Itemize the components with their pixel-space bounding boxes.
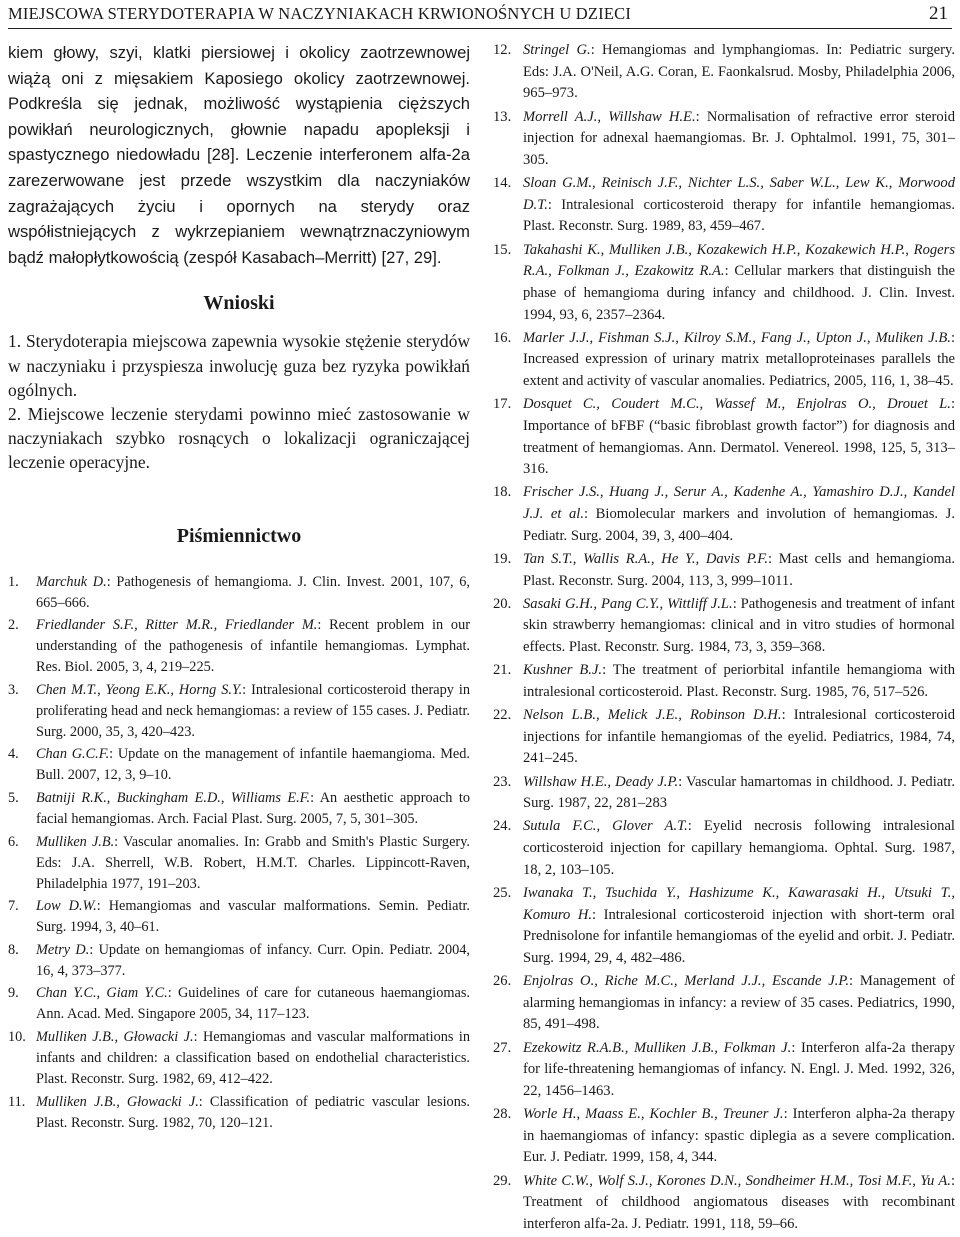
body-paragraph: kiem głowy, szyi, klatki piersiowej i okolicy zaotrzewnowej wiążą oni z mięsakiem Kaposiego okolicy zaotrzewnowej. Podkreśla się jednak, możliwość wystąpienia cięższych powikłań neurologicznych, głownie napadu apopleksji i spastycznego niedowładu [28]. Leczenie interferonem alfa-2a zarezerwowane jest przede wszystkim dla naczyniaków zagrażających życiu i opornych na sterydy oraz współistniejących z wykrzepianiem wewnątrznaczyniowym bądź małopłytkowością (zespół Kasabach–Merritt) [27, 29]. (8, 43, 470, 267)
reference-number: 12. (493, 42, 512, 58)
reference-authors: White C.W., Wolf S.J., Korones D.N., Sondheimer H.M., Tosi M.F., Yu A. (523, 1172, 951, 1189)
reference-citation: : Classification of pediatric vascular lesions. Plast. Reconstr. Surg. 1982, 70, 120–121. (36, 1093, 470, 1131)
reference-number: 17. (493, 396, 512, 413)
reference-text (523, 482, 955, 547)
reference-item (493, 549, 955, 592)
reference-text (36, 1027, 470, 1090)
reference-authors: Chan G.C.F. (36, 746, 110, 763)
reference-item (493, 328, 955, 393)
reference-authors: Sutula F.C., Glover A.T. (523, 818, 688, 835)
reference-number: 11. (8, 1093, 26, 1110)
running-title: MIEJSCOWA STERYDOTERAPIA W NACZYNIAKACH KRWIONOŚNYCH U DZIECI (8, 4, 632, 23)
reference-citation: : Hemangiomas and vascular malformations in infants and children: a classification based on endothelial characteristics. Plast. Reconstr. Surg. 1982, 69, 412–422. (36, 1028, 470, 1087)
reference-text (36, 983, 470, 1025)
reference-authors: Mulliken J.B., Głowacki J. (36, 1093, 199, 1110)
reference-authors: Mulliken J.B., Głowacki J. (36, 1028, 194, 1045)
reference-number: 23. (493, 773, 512, 790)
reference-item (8, 1027, 470, 1090)
reference-item (8, 896, 470, 938)
reference-item (493, 240, 955, 327)
reference-authors: Worle H., Maass E., Kochler B., Treuner J. (523, 1106, 784, 1122)
reference-citation: : Intralesional corticosteroid therapy for infantile hemangiomas. Plast. Reconstr. Surg. 1989, 83, 459–467. (523, 196, 955, 235)
reference-item (8, 744, 470, 786)
reference-text (523, 107, 955, 172)
reference-number: 18. (493, 484, 512, 501)
reference-citation: : Recent problem in our understanding of the pathogenesis of infantile hemangiomas. Lymphat. Res. Biol. 2005, 3, 4, 219–225. (36, 617, 470, 676)
reference-authors: Chan Y.C., Giam Y.C. (36, 985, 168, 1002)
reference-text (36, 615, 470, 678)
reference-citation: : Update on the management of infantile haemangioma. Med. Bull. 2007, 12, 3, 9–10. (36, 746, 471, 784)
reference-citation: : Hemangiomas and lymphangiomas. In: Pediatric surgery. Eds: J.A. O'Neil, A.G. Coran, E. Faonkalsrud. Mosby, Philadelphia 2006, 965–973. (523, 42, 955, 102)
reference-item (493, 1104, 955, 1169)
reference-item (8, 832, 470, 895)
reference-number: 14. (493, 175, 512, 191)
reference-citation: : Interferon alpha-2a therapy in haemangiomas of infancy: spastic diplegia as a severe complication. Eur. J. Pediatr. 1999, 158, 4, 344. (523, 1106, 955, 1166)
reference-item (8, 680, 470, 743)
reference-item (493, 173, 955, 238)
reference-citation: : Update on hemangiomas of infancy. Curr. Opin. Pediatr. 2004, 16, 4, 373–377. (36, 941, 470, 979)
reference-item (493, 883, 955, 970)
reference-text (36, 572, 470, 614)
reference-citation: : Intralesional corticosteroid injections for infantile hemangiomas of the eyelid. Pediatrics, 1984, 74, 241–245. (523, 707, 955, 767)
reference-authors: Marler J.J., Fishman S.J., Kilroy S.M., Fang J., Upton J., Muliken J.B. (523, 329, 951, 346)
reference-text (523, 1171, 955, 1236)
reference-authors: Mulliken J.B. (36, 833, 115, 850)
left-column (8, 40, 470, 1135)
reference-citation: : Cellular markers that distinguish the phase of hemangioma during infancy and childhood. J. Clin. Invest. 1994, 93, 6, 2357–2364. (523, 263, 955, 323)
reference-text (36, 896, 470, 938)
reference-authors: Low D.W. (36, 898, 97, 915)
reference-number: 8. (8, 941, 19, 958)
reference-number: 1. (8, 573, 19, 590)
reference-authors: Enjolras O., Riche M.C., Merland J.J., Escande J.P. (523, 973, 850, 989)
reference-number: 20. (493, 595, 512, 612)
reference-citation: : An aesthetic approach to facial hemangiomas. Arch. Facial Plast. Surg. 2005, 7, 5, 301–305. (36, 789, 470, 827)
reference-text (36, 744, 470, 786)
reference-authors: Stringel G. (523, 42, 591, 58)
right-column (493, 40, 955, 1237)
conclusions-title: Wnioski (203, 292, 275, 315)
reference-authors: Morrell A.J., Willshaw H.E. (523, 108, 696, 125)
reference-number: 28. (493, 1106, 512, 1122)
reference-citation: : Importance of bFBF (“basic fibroblast growth factor”) for diagnosis and treatment of hemangiomas. Ann. Dermatol. Venereol. 1998, 125, 5, 313–316. (523, 396, 955, 478)
reference-citation: : Hemangiomas and vascular malformations. Semin. Pediatr. Surg. 1994, 3, 40–61. (36, 898, 471, 936)
reference-authors: Willshaw H.E., Deady J.P. (523, 773, 679, 790)
reference-citation: : Increased expression of urinary matrix metalloproteinases parallels the extent and activity of vascular anomalies. Pediatrics, 2005, 116, 1, 38–45. (523, 329, 955, 390)
reference-text (36, 788, 470, 830)
reference-authors: Metry D. (36, 941, 90, 958)
reference-number: 21. (493, 662, 512, 679)
reference-text (523, 549, 955, 592)
reference-item (493, 107, 955, 172)
reference-number: 27. (493, 1039, 512, 1056)
reference-text (523, 40, 955, 105)
reference-citation: : The treatment of periorbital infantile hemangioma with intralesional corticosteroid. Plast. Reconstr. Surg. 1985, 76, 517–526. (523, 662, 955, 700)
reference-text (523, 883, 955, 970)
reference-number: 4. (8, 746, 19, 763)
reference-item (493, 705, 955, 770)
reference-text (36, 940, 470, 982)
reference-citation: : Interferon alfa-2a therapy for life-threatening hemangiomas of infancy. N. Engl. J. Med. 1992, 326, 22, 1456–1463. (523, 1039, 956, 1099)
reference-text (523, 772, 955, 815)
reference-citation: : Intralesional corticosteroid injection with short-term oral Prednisolone for infantile hemangiomas of the eyelid and orbit. J. Pediatr. Surg. 1994, 29, 4, 482–486. (523, 906, 955, 966)
reference-item (493, 971, 955, 1036)
reference-authors: Kushner B.J. (523, 662, 603, 679)
reference-item (493, 816, 955, 881)
reference-item (8, 615, 470, 678)
reference-number: 15. (493, 241, 512, 258)
reference-citation: : Mast cells and hemangioma. Plast. Reconstr. Surg. 2004, 113, 3, 999–1011. (523, 550, 955, 589)
reference-number: 25. (493, 884, 512, 901)
reference-item (8, 1092, 470, 1134)
references-title: Piśmiennictwo (176, 524, 302, 547)
reference-citation: : Eyelid necrosis following intralesional corticosteroid injection for capillary hemangioma. Ophtal. Surg. 1987, 18, 2, 103–105. (523, 818, 955, 878)
reference-text (523, 328, 955, 393)
reference-item (8, 788, 470, 830)
running-header (8, 0, 952, 29)
reference-text (523, 173, 955, 238)
reference-number: 24. (493, 818, 512, 835)
reference-text (36, 832, 470, 895)
reference-item (493, 482, 955, 547)
reference-text (523, 394, 955, 481)
reference-authors: Dosquet C., Coudert M.C., Wassef M., Enjolras O., Drouet L. (523, 396, 951, 413)
reference-text (523, 705, 955, 770)
reference-number: 2. (8, 617, 19, 634)
reference-text (523, 1038, 955, 1103)
reference-item (493, 772, 955, 815)
reference-citation: : Pathogenesis and treatment of infant skin strawberry hemangiomas: clinical and in vitro studies of hormonal effects. Plast. Reconstr. Surg. 1984, 73, 3, 359–368. (523, 595, 955, 656)
conclusion-item: 2. Miejscowe leczenie sterydami powinno mieć zastosowanie w naczyniakach szybko rosnących o lokalizacji ograniczającej leczenie operacyjne. (8, 403, 470, 473)
reference-text (523, 971, 955, 1036)
reference-number: 13. (493, 108, 512, 125)
reference-citation: : Pathogenesis of hemangioma. J. Clin. Invest. 2001, 107, 6, 665–666. (36, 573, 470, 611)
reference-authors: Sloan G.M., Reinisch J.F., Nichter L.S., Saber W.L., Lew K., Morwood D.T. (523, 175, 955, 213)
reference-number: 6. (8, 833, 19, 850)
reference-authors: Ezekowitz R.A.B., Mulliken J.B., Folkman J. (523, 1039, 792, 1056)
reference-citation: : Normalisation of refractive error steroid injection for adnexal haemangiomas. Br. J. Ophtalmol. 1991, 75, 301–305. (523, 108, 955, 168)
reference-authors: Nelson L.B., Melick J.E., Robinson D.H. (523, 707, 782, 723)
reference-number: 7. (8, 898, 19, 915)
reference-citation: : Guidelines of care for cutaneous haemangiomas. Ann. Acad. Med. Singapore 2005, 34, 117–123. (36, 985, 470, 1023)
reference-text (36, 680, 470, 743)
reference-text (523, 594, 955, 659)
reference-item (493, 660, 955, 703)
reference-authors: Tan S.T., Wallis R.A., He Y., Davis P.F. (523, 550, 768, 567)
conclusion-item: 1. Sterydoterapia miejscowa zapewnia wysokie stężenie sterydów w naczyniaku i przyspiesza inwolucję guza bez ryzyka powikłań ogólnych. (8, 331, 470, 400)
reference-item (493, 40, 955, 105)
reference-text (523, 660, 955, 703)
reference-citation: : Treatment of childhood angiomatous diseases with recombinant interferon alfa-2a. J. Pediatr. 1991, 118, 59–66. (523, 1172, 955, 1232)
reference-authors: Sasaki G.H., Pang C.Y., Wittliff J.L. (523, 595, 733, 612)
reference-authors: Friedlander S.F., Ritter M.R., Friedlander M. (36, 617, 318, 634)
reference-list-left (8, 572, 470, 1134)
reference-text (523, 816, 955, 881)
reference-item (8, 983, 470, 1025)
reference-item (493, 1171, 955, 1236)
reference-number: 9. (8, 985, 19, 1002)
reference-number: 3. (8, 681, 19, 698)
reference-number: 19. (493, 550, 512, 567)
reference-item (493, 1038, 955, 1103)
reference-number: 5. (8, 789, 19, 806)
reference-text (523, 1104, 955, 1169)
reference-number: 22. (493, 707, 512, 723)
reference-item (8, 572, 470, 614)
reference-number: 10. (8, 1028, 26, 1045)
reference-authors: Marchuk D. (36, 573, 107, 590)
reference-authors: Frischer J.S., Huang J., Serur A., Kadenhe A., Yamashiro D.J., Kandel J.J. et al. (523, 484, 955, 523)
reference-citation: : Intralesional corticosteroid therapy in proliferating head and neck hemangiomas: a review of 155 cases. J. Pediatr. Surg. 2000, 35, 3, 420–423. (36, 681, 470, 740)
reference-item (8, 940, 470, 982)
reference-text (523, 240, 955, 327)
reference-authors: Takahashi K., Mulliken J.B., Kozakewich H.P., Kozakewich H.P., Rogers R.A., Folkman J., Ezakowitz R.A. (523, 241, 955, 280)
reference-citation: : Biomolecular markers and involution of hemangiomas. J. Pediatr. Surg. 2004, 39, 3, 400–404. (523, 506, 955, 544)
reference-citation: : Management of alarming hemangiomas in infancy: a review of 35 cases. Pediatrics, 1990, 85, 491–498. (523, 973, 956, 1033)
reference-item (493, 394, 955, 481)
reference-citation: : Vascular anomalies. In: Grabb and Smith's Plastic Surgery. Eds: J.A. Sherrell, W.B. Robert, H.M.T. Charles. Lippincott-Raven, Philadelphia 1977, 191–203. (36, 833, 470, 892)
reference-item (493, 594, 955, 659)
reference-authors: Iwanaka T., Tsuchida Y., Hashizume K., Kawarasaki H., Utsuki T., Komuro H. (523, 884, 955, 923)
reference-number: 29. (493, 1172, 512, 1189)
reference-number: 26. (493, 973, 512, 989)
page-number: 21 (929, 3, 948, 24)
reference-number: 16. (493, 329, 512, 346)
reference-authors: Chen M.T., Yeong E.K., Horng S.Y. (36, 681, 243, 698)
reference-citation: : Vascular hamartomas in childhood. J. Pediatr. Surg. 1987, 22, 281–283 (523, 773, 956, 812)
reference-authors: Batniji R.K., Buckingham E.D., Williams E.F. (36, 789, 311, 806)
reference-list-right (493, 40, 955, 1236)
reference-text (36, 1092, 470, 1134)
